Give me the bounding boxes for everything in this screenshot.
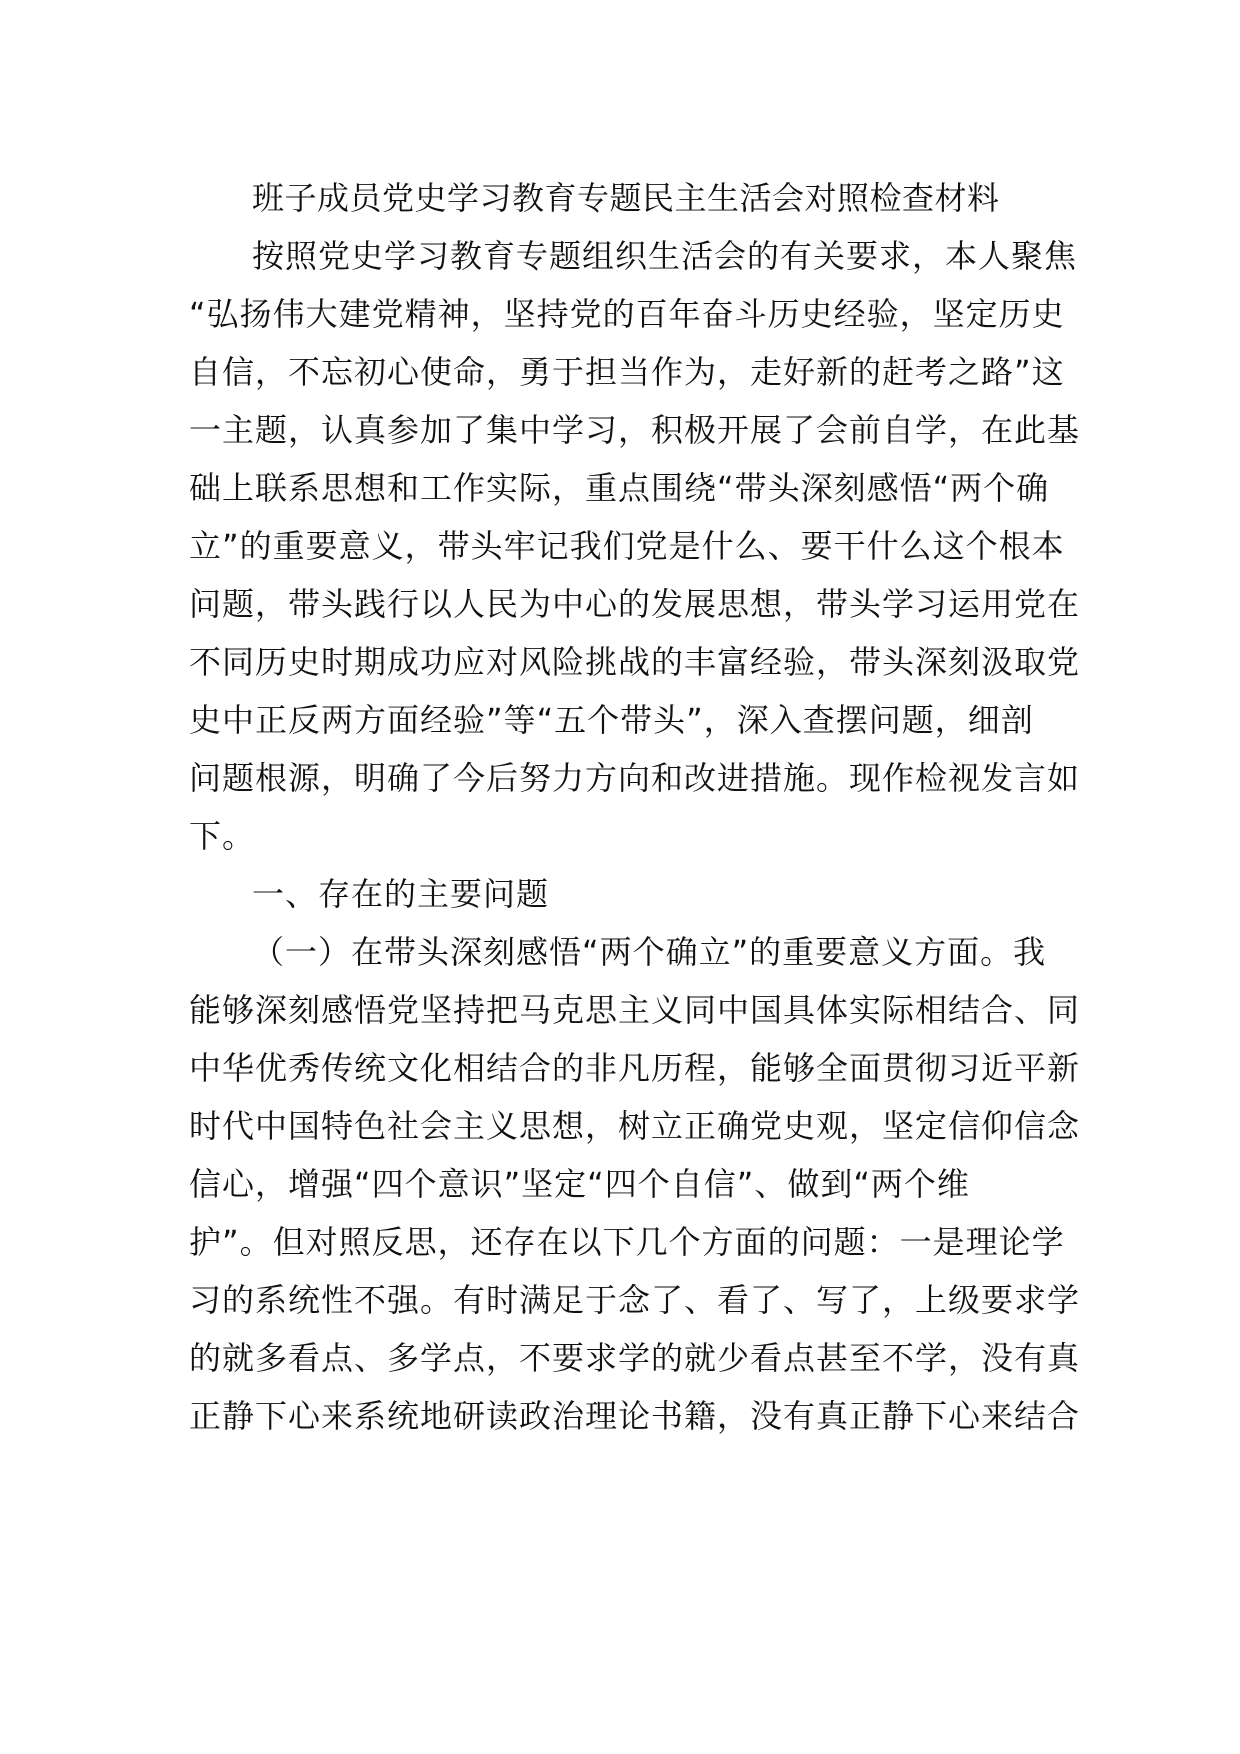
paragraph-line: 时代中国特色社会主义思想，树立正确党史观，坚定信仰信念 (189, 1107, 1081, 1145)
paragraph-line: 自信，不忘初心使命，勇于担当作为，走好新的赶考之路”这 (189, 353, 1065, 391)
paragraph-line: 中华优秀传统文化相结合的非凡历程，能够全面贯彻习近平新 (189, 1049, 1081, 1087)
paragraph-line: 按照党史学习教育专题组织生活会的有关要求，本人聚焦 (252, 237, 1078, 275)
paragraph-line: 史中正反两方面经验”等“五个带头”，深入查摆问题，细剖 (189, 701, 1034, 739)
document-title: 班子成员党史学习教育专题民主生活会对照检查材料 (252, 179, 1000, 217)
paragraph-line: 正静下心来系统地研读政治理论书籍，没有真正静下心来结合 (189, 1397, 1081, 1435)
paragraph-line: 立”的重要意义，带头牢记我们党是什么、要干什么这个根本 (189, 527, 1065, 565)
paragraph-line: 问题，带头践行以人民为中心的发展思想，带头学习运用党在 (189, 585, 1081, 623)
paragraph-line: 下。 (189, 817, 256, 855)
paragraph-line: 础上联系思想和工作实际，重点围绕“带头深刻感悟“两个确 (189, 469, 1050, 507)
section-heading: 一、存在的主要问题 (252, 875, 550, 913)
paragraph-line: 信心，增强“四个意识”坚定“四个自信”、做到“两个维 (189, 1165, 970, 1203)
paragraph-line: “弘扬伟大建党精神，坚持党的百年奋斗历史经验，坚定历史 (189, 295, 1065, 333)
paragraph-line: （一）在带头深刻感悟“两个确立”的重要意义方面。我 (252, 933, 1047, 971)
paragraph-line: 不同历史时期成功应对风险挑战的丰富经验，带头深刻汲取党 (189, 643, 1081, 681)
paragraph-line: 能够深刻感悟党坚持把马克思主义同中国具体实际相结合、同 (189, 991, 1081, 1029)
paragraph-line: 的就多看点、多学点，不要求学的就少看点甚至不学，没有真 (189, 1339, 1081, 1377)
paragraph-line: 习的系统性不强。有时满足于念了、看了、写了，上级要求学 (189, 1281, 1081, 1319)
paragraph-line: 护”。但对照反思，还存在以下几个方面的问题：一是理论学 (189, 1223, 1065, 1261)
paragraph-line: 问题根源，明确了今后努力方向和改进措施。现作检视发言如 (189, 759, 1081, 797)
paragraph-line: 一主题，认真参加了集中学习，积极开展了会前自学，在此基 (189, 411, 1081, 449)
